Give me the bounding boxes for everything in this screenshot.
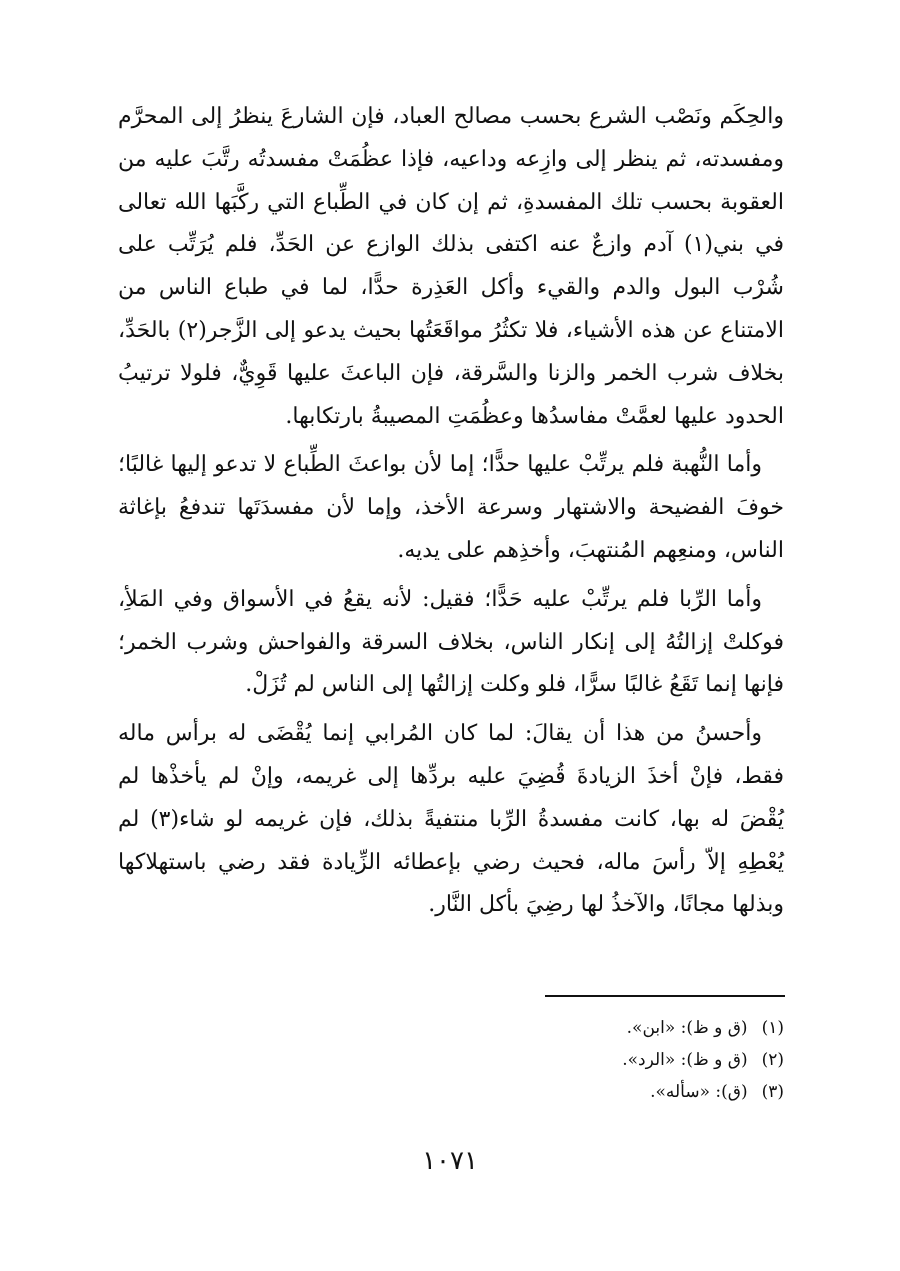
main-text-block	[118, 96, 784, 933]
footnote-divider	[545, 995, 785, 997]
page-number: ١٠٧١	[422, 1146, 478, 1176]
footnote-text: (ق و ظ): «الرد».	[622, 1050, 748, 1070]
footnote-text: (ق): «سأله».	[650, 1082, 748, 1102]
footnote-text: (ق و ظ): «ابن».	[626, 1018, 748, 1038]
footnote-3	[384, 1076, 784, 1108]
footnotes-section	[384, 1012, 784, 1108]
footnote-1	[384, 1012, 784, 1044]
paragraph-4: وأحسنُ من هذا أن يقالَ: لما كان المُرابي إنما يُقْضَى له برأس ماله فقط، فإنْ أخذَ الزيادةَ قُضِيَ عليه بردِّها إلى غريمه، وإنْ لم يأخذْها لم يُقْضَ له بها، كانت مفسدةُ الرِّبا منتفيةً بذلك، فإن غريمه لو شاء(٣) لم يُعْطِهِ إلاّ رأسَ ماله، فحيث رضي بإعطائه الزِّيادة فقد رضي باستهلاكها وبذلها مجانًا، والآخذُ لها رضِيَ بأكل النَّار.	[118, 721, 785, 918]
paragraph-3: وأما الرِّبا فلم يرتِّبْ عليه حَدًّا؛ فقيل: لأنه يقعُ في الأسواق وفي المَلأِ، فوكلتْ إزالتُهُ إلى إنكار الناس، بخلاف السرقة والفواحش وشرب الخمر؛ فإنها إنما تَقَعُ غالبًا سرًّا، فلو وكلت إزالتُها إلى الناس لم تُزَلْ.	[118, 586, 784, 698]
footnote-number: (٢)	[761, 1050, 784, 1070]
footnote-number: (١)	[761, 1018, 784, 1038]
paragraph-1: والحِكَم ونَصْب الشرع بحسب مصالح العباد، فإن الشارعَ ينظرُ إلى المحرَّم ومفسدته، ثم ينظر إلى وازِعه وداعيه، فإذا عظُمَتْ مفسدتُه رتَّبَ عليه من العقوبة بحسب تلك المفسدةِ، ثم إن كان في الطِّباع التي ركَّبَها الله تعالى في بني(١) آدم وازعٌ عنه اكتفى بذلك الوازع عن الحَدِّ، فلم يُرَتِّب على شُرْب البول والدم والقيء وأكل العَذِرة حدًّا، لما في طباع الناس من الامتناع عن هذه الأشياء، فلا تكثُرُ مواقَعَتُها بحيث يدعو إلى الزَّجر(٢) بالحَدِّ، بخلاف شرب الخمر والزنا والسَّرقة، فإن الباعثَ عليها قَوِيٌّ، فلولا ترتيبُ الحدود عليها لعمَّتْ مفاسدُها وعظُمَتِ المصيبةُ بارتكابها.	[118, 104, 785, 429]
paragraph-2: وأما النُّهبة فلم يرتِّبْ عليها حدًّا؛ إما لأن بواعثَ الطِّباع لا تدعو إليها غالبًا؛ خوفَ الفضيحة والاشتهار وسرعة الأخذ، وإما لأن مفسدَتَها تندفعُ بإغاثة الناس، ومنعِهم المُنتهبَ، وأخذِهم على يديه.	[118, 452, 784, 563]
footnote-number: (٣)	[761, 1082, 784, 1102]
footnote-2	[384, 1044, 784, 1076]
